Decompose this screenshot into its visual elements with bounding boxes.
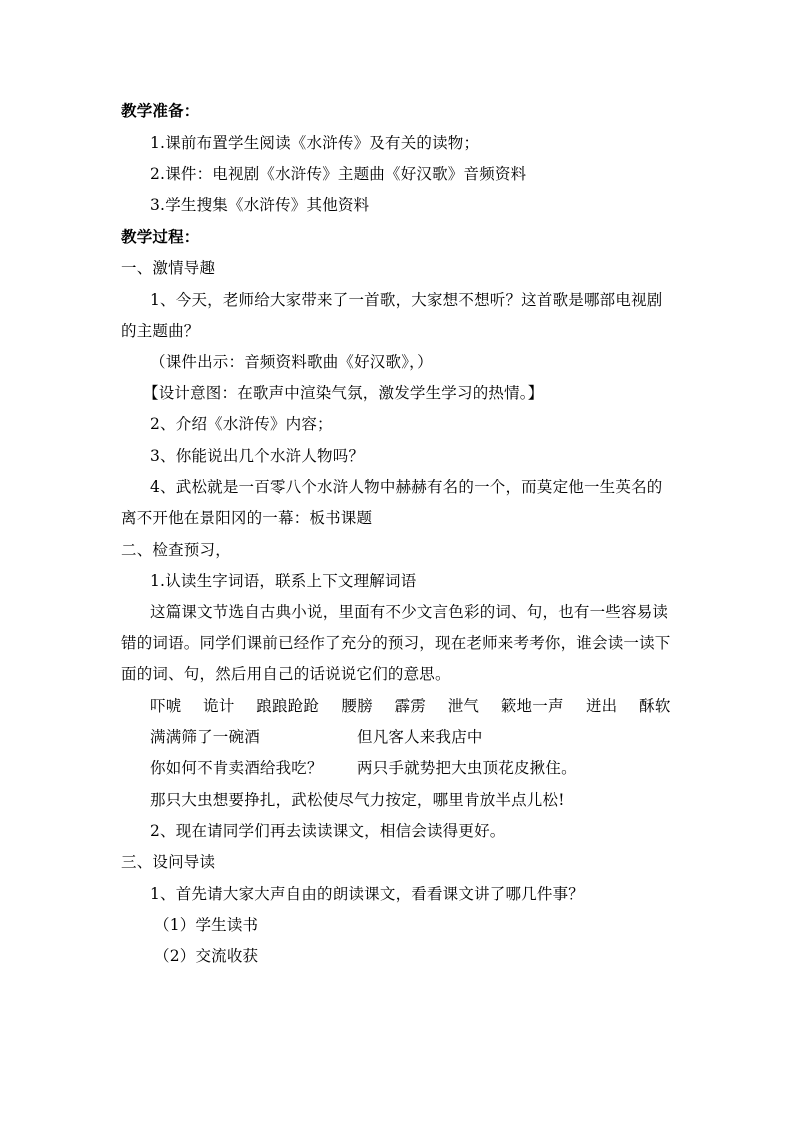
- sentence-b2: 两只手就势把大虫顶花皮揪住。: [357, 759, 577, 777]
- s1-paragraph-4b: 离不开他在景阳冈的一幕：板书课题: [121, 509, 373, 527]
- prep-item-3: 3.学生搜集《水浒传》其他资料: [150, 196, 370, 214]
- s1-paragraph-1a: 1、今天，老师给大家带来了一首歌，大家想不想听？这首歌是哪部电视剧: [150, 291, 663, 309]
- s2-paragraph-1: 1.认读生字词语，联系上下文理解词语: [150, 572, 417, 590]
- s3-item-2: （2）交流收获: [154, 947, 259, 965]
- section-1-title: 一、激情导趣: [121, 259, 216, 277]
- vocab-word: 吓唬: [150, 697, 182, 715]
- vocab-word: 泄气: [447, 697, 480, 715]
- section-3-title: 三、设问导读: [121, 853, 216, 871]
- sentence-a2: 但凡客人来我店中: [357, 728, 483, 746]
- vocab-word: 踉踉跄跄: [256, 697, 320, 715]
- s1-paragraph-3: 3、你能说出几个水浒人物吗？: [150, 447, 365, 465]
- vocabulary-row: [150, 696, 671, 716]
- s3-item-1: （1）学生读书: [154, 916, 259, 934]
- s2-paragraph-2b: 错的词语。同学们课前已经作了充分的预习，现在老师来考考你，谁会读一读下: [121, 634, 671, 652]
- vocab-word: 诡计: [203, 697, 235, 715]
- heading-teaching-prep: 教学准备：: [121, 101, 200, 120]
- sentence-a1: 满满筛了一碗酒: [150, 728, 260, 746]
- prep-item-2: 2.课件：电视剧《水浒传》主题曲《好汉歌》音频资料: [150, 165, 527, 183]
- section-2-title: 二、检查预习，: [121, 541, 231, 559]
- vocab-word: 霹雳: [394, 697, 426, 715]
- s3-paragraph-1: 1、首先请大家大声自由的朗读课文，看看课文讲了哪几件事？: [150, 885, 584, 903]
- heading-teaching-process: 教学过程：: [121, 227, 200, 246]
- s1-paragraph-2: 2、介绍《水浒传》内容；: [150, 415, 333, 433]
- sentence-b1: 你如何不肯卖酒给我吃？: [150, 759, 323, 777]
- vocab-word: 迸出: [585, 697, 618, 715]
- s1-courseware-note: （课件出示：音频资料歌曲《好汉歌》，）: [150, 353, 433, 371]
- s1-design-intent: 【设计意图：在歌声中渲染气氛，激发学生学习的热情。】: [143, 384, 544, 402]
- prep-item-1: 1.课前布置学生阅读《水浒传》及有关的读物；: [150, 134, 480, 152]
- sentence-c: 那只大虫想要挣扎，武松使尽气力按定，哪里肯放半点儿松!: [150, 791, 565, 809]
- vocab-word: 簌地一声: [500, 697, 564, 715]
- s1-paragraph-4a: 4、武松就是一百零八个水浒人物中赫赫有名的一个，而莫定他一生英名的: [150, 478, 663, 496]
- s1-paragraph-1b: 的主题曲？: [121, 322, 200, 340]
- s2-paragraph-2a: 这篇课文节选自古典小说，里面有不少文言色彩的词、句，也有一些容易读: [150, 603, 669, 621]
- vocab-word: 腰膀: [341, 697, 373, 715]
- s2-paragraph-3: 2、现在请同学们再去读读课文，相信会读得更好。: [150, 822, 506, 840]
- s2-paragraph-2c: 面的词、句，然后用自己的话说说它们的意思。: [121, 665, 451, 683]
- vocab-word: 酥软: [639, 697, 671, 715]
